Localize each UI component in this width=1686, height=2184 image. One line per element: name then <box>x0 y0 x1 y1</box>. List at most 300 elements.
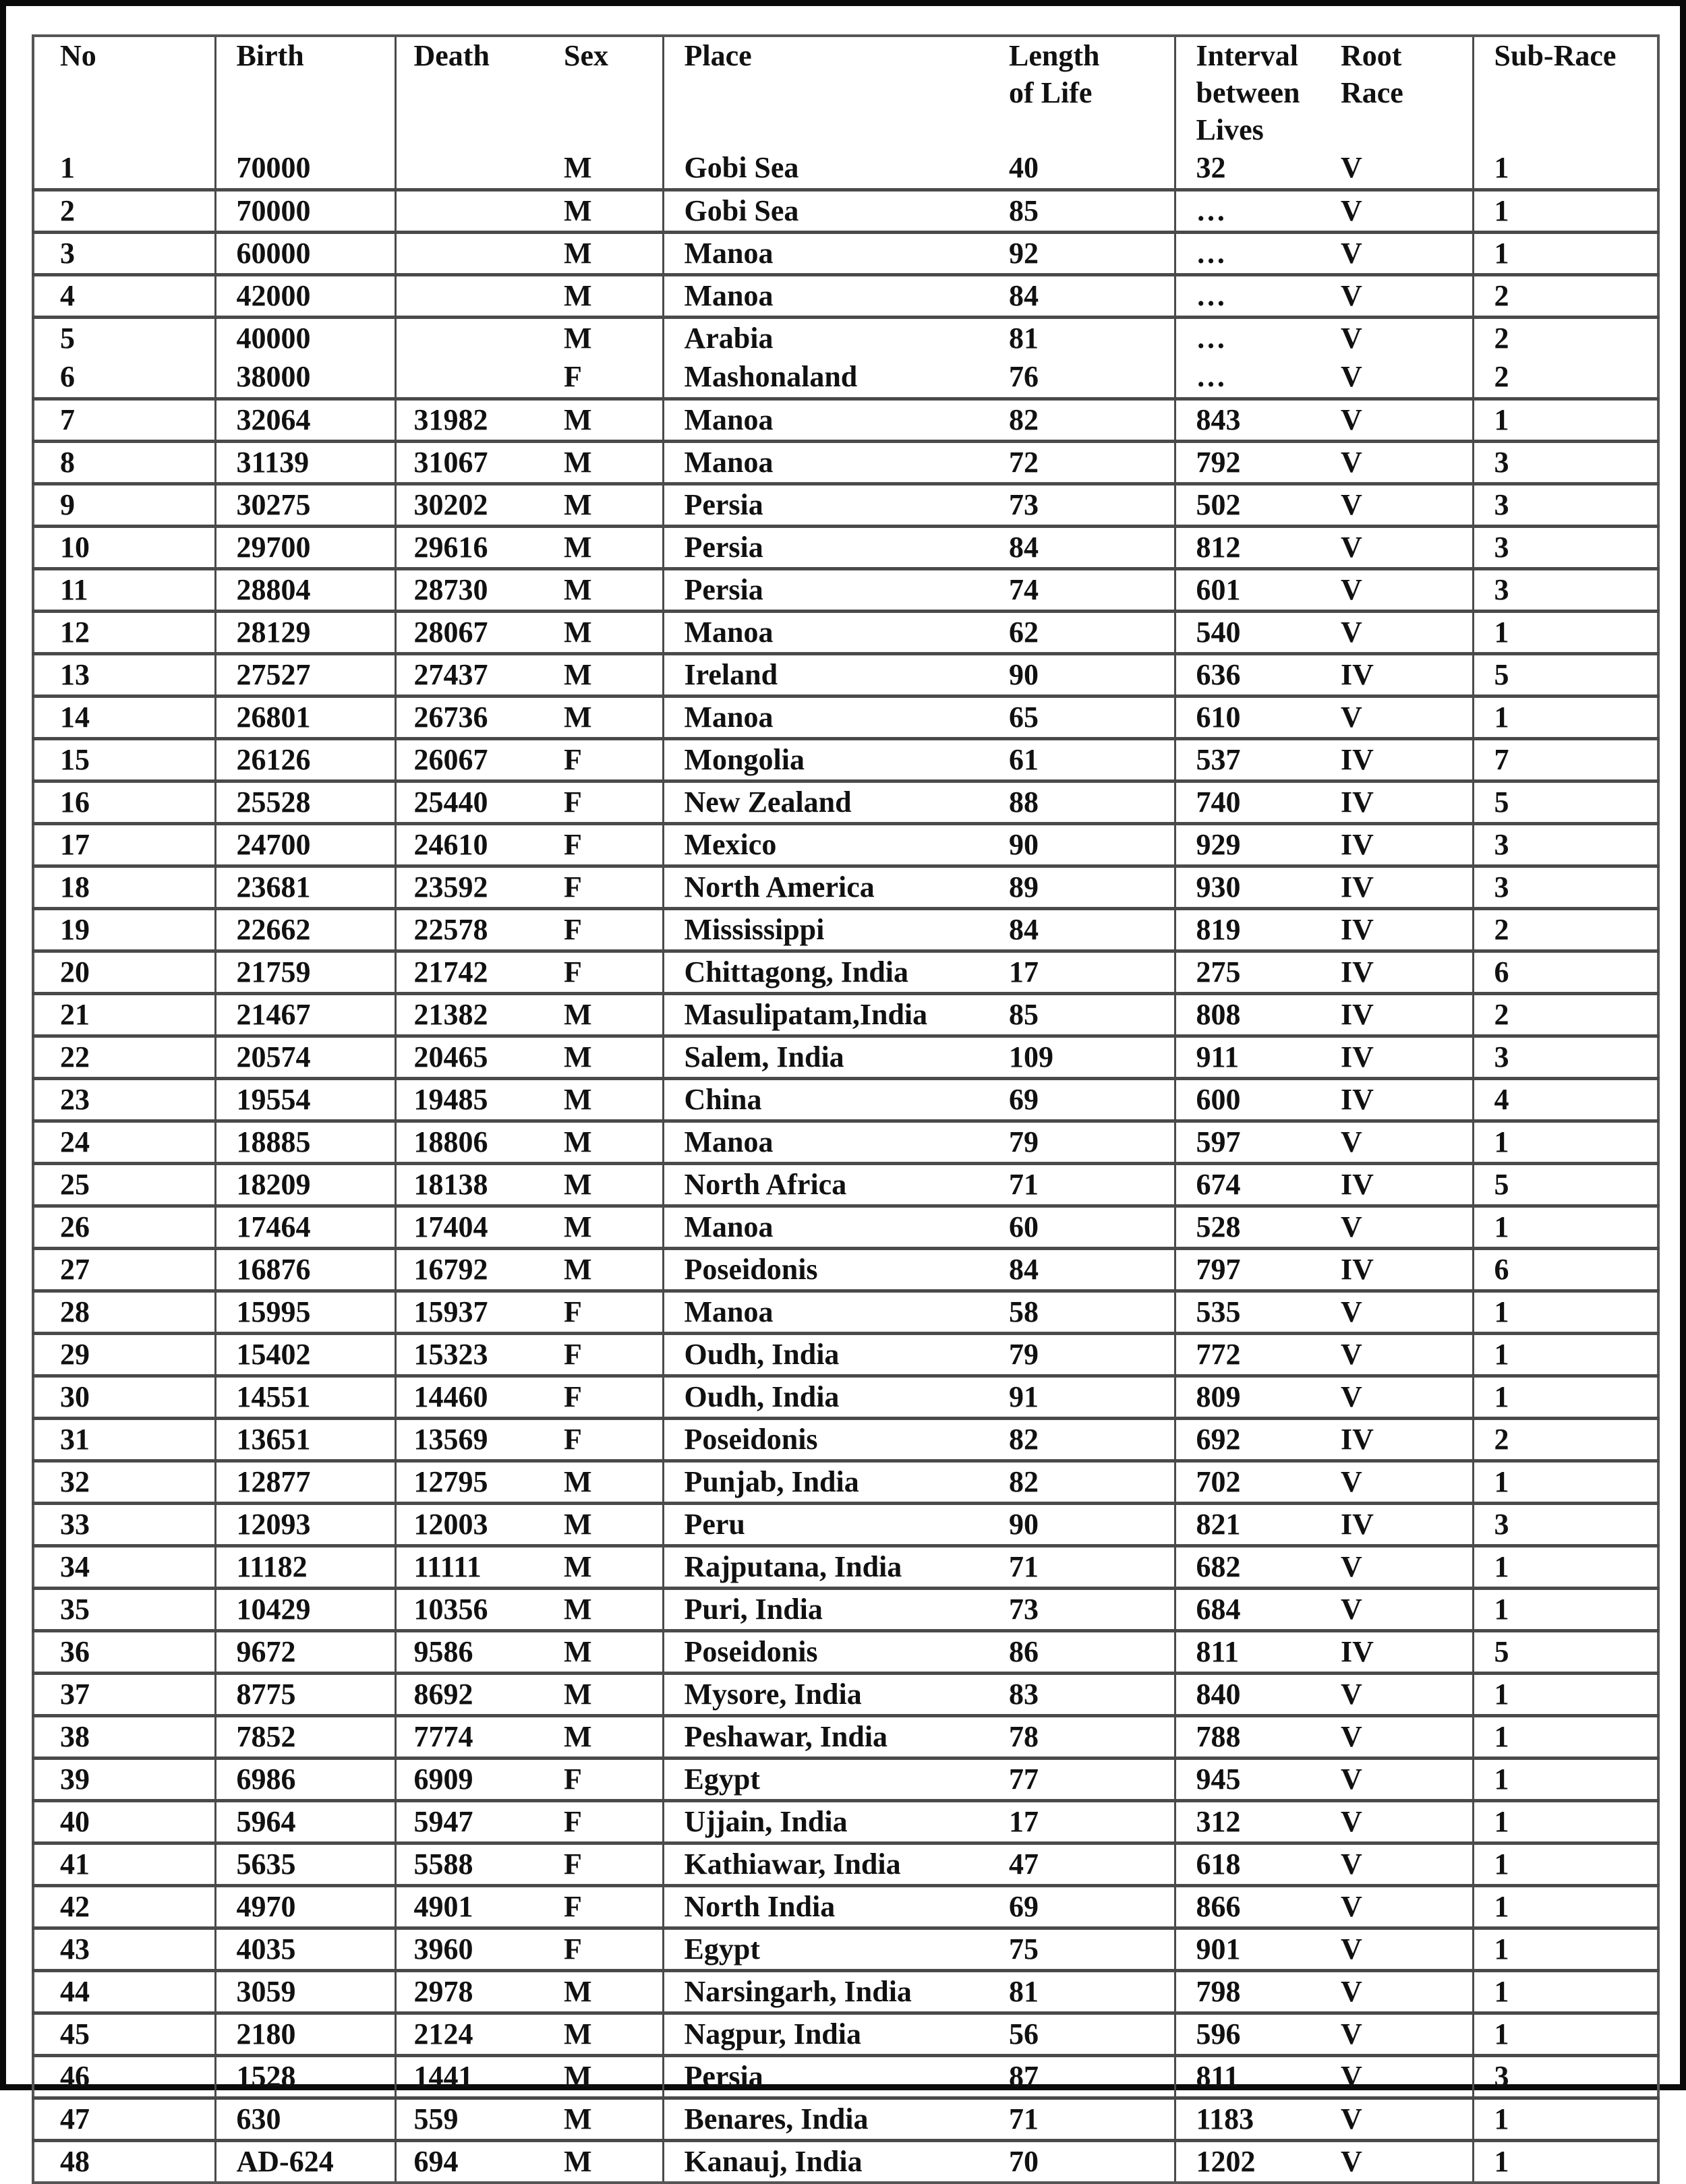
cell-value: … <box>1196 237 1226 270</box>
cell-interval <box>1175 1376 1341 1419</box>
cell-length <box>1009 1079 1175 1121</box>
cell-value: 34 <box>60 1550 90 1583</box>
cell-value: 1 <box>1494 1678 1509 1711</box>
cell-interval <box>1175 527 1341 569</box>
cell-birth <box>215 1249 395 1291</box>
cell-no <box>33 654 215 697</box>
cell-value: 5588 <box>413 1848 473 1881</box>
cell-death <box>395 1461 564 1504</box>
cell-value: M <box>564 1125 592 1158</box>
cell-value: 83 <box>1009 1678 1039 1711</box>
cell-value: M <box>564 237 592 270</box>
cell-sub <box>1473 1504 1658 1546</box>
cell-value: 8692 <box>413 1678 473 1711</box>
cell-value: 109 <box>1009 1040 1053 1073</box>
cell-interval <box>1175 1928 1341 1971</box>
cell-value: 1 <box>1494 2145 1509 2178</box>
column-header-label: Sub-Race <box>1494 39 1617 72</box>
cell-value: Mexico <box>684 828 777 861</box>
cell-value: 1 <box>1494 1720 1509 1753</box>
cell-value: 6 <box>1494 1253 1509 1286</box>
cell-interval <box>1175 612 1341 654</box>
cell-death <box>395 909 564 951</box>
cell-value: M <box>564 1550 592 1583</box>
cell-value: 41 <box>60 1848 90 1881</box>
cell-no <box>33 1631 215 1674</box>
cell-no <box>33 1079 215 1121</box>
cell-sub <box>1473 1759 1658 1801</box>
cell-root <box>1341 1759 1473 1801</box>
cell-value: 3 <box>1494 1040 1509 1073</box>
cell-value: M <box>564 573 592 606</box>
cell-place <box>663 1291 1009 1334</box>
cell-place <box>663 1164 1009 1206</box>
cell-value: 12795 <box>413 1465 488 1498</box>
cell-no <box>33 190 215 233</box>
cell-value: V <box>1341 194 1362 227</box>
cell-root <box>1341 1971 1473 2013</box>
cell-value: V <box>1341 403 1362 436</box>
cell-value: 27 <box>60 1253 90 1286</box>
cell-death <box>395 484 564 527</box>
cell-value: V <box>1341 2060 1362 2093</box>
cell-value: 1 <box>1494 1763 1509 1796</box>
cell-value: Benares, India <box>684 2102 869 2135</box>
cell-value: 75 <box>1009 1932 1039 1966</box>
table-row <box>33 1419 1658 1461</box>
table-row <box>33 1674 1658 1716</box>
cell-length <box>1009 1674 1175 1716</box>
cell-place <box>663 1206 1009 1249</box>
cell-death <box>395 1036 564 1079</box>
table-row <box>33 1801 1658 1843</box>
column-header-sub <box>1473 36 1658 190</box>
cell-value: M <box>564 1720 592 1753</box>
cell-value: 86 <box>1009 1635 1039 1668</box>
cell-death <box>395 1631 564 1674</box>
cell-death <box>395 781 564 824</box>
cell-value: 2 <box>1494 913 1509 946</box>
cell-value: V <box>1341 1295 1362 1328</box>
cell-value <box>414 191 564 230</box>
cell-value: M <box>564 446 592 479</box>
cell-place <box>663 527 1009 569</box>
cell-no <box>33 739 215 781</box>
table-row <box>33 994 1658 1036</box>
cell-value: 3059 <box>236 1975 296 2008</box>
cell-place <box>663 994 1009 1036</box>
table-row <box>33 909 1658 951</box>
cell-value: 82 <box>1009 1423 1039 1456</box>
table-row <box>33 569 1658 612</box>
cell-place <box>663 1928 1009 1971</box>
cell-value: V <box>1341 1465 1362 1498</box>
cell-value: 5964 <box>236 1805 296 1838</box>
cell-birth <box>215 1674 395 1716</box>
table-row <box>33 1249 1658 1291</box>
cell-no <box>33 1886 215 1928</box>
cell-value: Mississippi <box>684 913 825 946</box>
table-row <box>33 1079 1658 1121</box>
cell-root <box>1341 2141 1473 2183</box>
cell-value: 22 <box>60 1040 90 1073</box>
cell-sub <box>1473 1971 1658 2013</box>
cell-no <box>33 442 215 484</box>
cell-root <box>1341 909 1473 951</box>
cell-sub: 1 <box>1494 151 1509 184</box>
cell-sub <box>1473 1249 1658 1291</box>
cell-value: 69 <box>1009 1890 1039 1923</box>
cell-sub <box>1473 1164 1658 1206</box>
table-row <box>33 1971 1658 2013</box>
cell-root <box>1341 1291 1473 1334</box>
cell-value: 945 <box>1196 1763 1241 1796</box>
cell-value: 3960 <box>413 1932 473 1966</box>
cell-root <box>1341 1928 1473 1971</box>
cell-value: 28 <box>60 1295 90 1328</box>
cell-value: 29616 <box>413 531 488 564</box>
column-header-sex <box>564 36 663 190</box>
incarnations-table <box>32 34 1660 2184</box>
cell-birth <box>215 1376 395 1419</box>
cell-value: V <box>1341 1678 1362 1711</box>
cell-length <box>1009 1504 1175 1546</box>
cell-value: 22578 <box>413 913 488 946</box>
cell-value: M <box>564 998 592 1031</box>
cell-value: V <box>1341 1848 1362 1881</box>
cell-value: 2 <box>1494 360 1509 393</box>
cell-value: 30275 <box>236 488 311 521</box>
cell-sex <box>564 781 663 824</box>
cell-length <box>1009 569 1175 612</box>
cell-value: 6 <box>1494 955 1509 988</box>
cell-value: 89 <box>1009 870 1039 904</box>
cell-value: 7852 <box>236 1720 296 1753</box>
cell-value: 21467 <box>236 998 311 1031</box>
cell-length <box>1009 2098 1175 2141</box>
cell-value: V <box>1341 1338 1362 1371</box>
cell-value: 6986 <box>236 1763 296 1796</box>
cell-birth <box>215 1759 395 1801</box>
cell-value: Arabia <box>684 322 774 355</box>
cell-value: 16792 <box>413 1253 488 1286</box>
cell-no <box>33 1716 215 1759</box>
cell-sex <box>564 275 663 318</box>
cell-no <box>33 909 215 951</box>
table-row <box>33 275 1658 318</box>
cell-sex <box>564 909 663 951</box>
cell-length <box>1009 1631 1175 1674</box>
cell-value: M <box>564 701 592 734</box>
cell-value: 901 <box>1196 1932 1241 1966</box>
cell-no <box>33 697 215 739</box>
cell-length <box>1009 190 1175 233</box>
table-row <box>33 1928 1658 1971</box>
cell-value: Manoa <box>684 403 774 436</box>
cell-value: 30 <box>60 1380 90 1413</box>
cell-death <box>395 1121 564 1164</box>
cell-birth <box>215 2098 395 2141</box>
cell-sex: M <box>564 151 592 184</box>
cell-value: 43 <box>60 1932 90 1966</box>
cell-value: 84 <box>1009 531 1039 564</box>
cell-value: 60000 <box>236 237 311 270</box>
cell-place <box>663 1249 1009 1291</box>
cell-value: 929 <box>1196 828 1241 861</box>
cell-sex <box>564 1886 663 1928</box>
cell-birth <box>215 1631 395 1674</box>
cell-value: 5 <box>1494 1168 1509 1201</box>
cell-sex <box>564 1631 663 1674</box>
cell-length <box>1009 739 1175 781</box>
cell-value: 502 <box>1196 488 1241 521</box>
table-row <box>33 1036 1658 1079</box>
cell-death <box>395 1589 564 1631</box>
cell-root <box>1341 1843 1473 1886</box>
cell-no <box>33 1843 215 1886</box>
cell-value: 618 <box>1196 1848 1241 1881</box>
cell-place <box>663 484 1009 527</box>
column-header-death <box>395 36 564 190</box>
cell-sex <box>564 442 663 484</box>
cell-root <box>1341 951 1473 994</box>
cell-value: Poseidonis <box>684 1635 818 1668</box>
cell-value: 90 <box>1009 1508 1039 1541</box>
cell-sub <box>1473 654 1658 697</box>
cell-value: 812 <box>1196 531 1241 564</box>
cell-no <box>33 1504 215 1546</box>
cell-interval <box>1175 318 1341 399</box>
cell-birth <box>215 1164 395 1206</box>
cell-length <box>1009 697 1175 739</box>
cell-value: M <box>564 1593 592 1626</box>
cell-value: 2180 <box>236 2017 296 2050</box>
cell-length: 40 <box>1009 151 1039 184</box>
cell-sex <box>564 612 663 654</box>
cell-value: V <box>1341 1380 1362 1413</box>
cell-interval <box>1175 275 1341 318</box>
cell-no <box>33 1928 215 1971</box>
cell-birth <box>215 399 395 442</box>
cell-birth <box>215 190 395 233</box>
cell-value: V <box>1341 322 1362 355</box>
cell-value: 537 <box>1196 743 1241 776</box>
cell-value: 2 <box>1494 998 1509 1031</box>
cell-root <box>1341 1801 1473 1843</box>
cell-birth <box>215 1801 395 1843</box>
cell-value: 843 <box>1196 403 1241 436</box>
cell-sub <box>1473 1674 1658 1716</box>
cell-death <box>395 1249 564 1291</box>
cell-value: F <box>564 743 582 776</box>
cell-sex <box>564 399 663 442</box>
cell-value: 92 <box>1009 237 1039 270</box>
cell-sex <box>564 1036 663 1079</box>
cell-place <box>663 1589 1009 1631</box>
cell-root <box>1341 1334 1473 1376</box>
cell-value: … <box>1196 322 1226 355</box>
cell-value: Manoa <box>684 1125 774 1158</box>
cell-death <box>395 190 564 233</box>
cell-interval <box>1175 442 1341 484</box>
cell-value: 792 <box>1196 446 1241 479</box>
cell-root <box>1341 2056 1473 2098</box>
cell-sub <box>1473 909 1658 951</box>
cell-root <box>1341 275 1473 318</box>
cell-sub <box>1473 1589 1658 1631</box>
cell-value: 58 <box>1009 1295 1039 1328</box>
cell-value: 70000 <box>236 194 311 227</box>
cell-sex <box>564 994 663 1036</box>
cell-value: 47 <box>1009 1848 1039 1881</box>
column-header-birth <box>215 36 395 190</box>
cell-value: Manoa <box>684 616 774 649</box>
cell-value: 71 <box>1009 1550 1039 1583</box>
cell-sex <box>564 569 663 612</box>
cell-value: 76 <box>1009 360 1039 393</box>
cell-value: 14460 <box>413 1380 488 1413</box>
cell-place <box>663 442 1009 484</box>
cell-root <box>1341 654 1473 697</box>
cell-value: 21759 <box>236 955 311 988</box>
cell-value: 19 <box>60 913 90 946</box>
cell-length <box>1009 2056 1175 2098</box>
cell-death <box>395 1801 564 1843</box>
cell-no <box>33 233 215 275</box>
cell-value: F <box>564 870 582 904</box>
cell-no <box>33 1291 215 1334</box>
cell-value: 18 <box>60 870 90 904</box>
cell-place <box>663 1843 1009 1886</box>
cell-sex <box>564 1206 663 1249</box>
cell-value: V <box>1341 446 1362 479</box>
cell-value: Mongolia <box>684 743 805 776</box>
cell-value: 13569 <box>413 1423 488 1456</box>
cell-death <box>395 994 564 1036</box>
cell-value: F <box>564 955 582 988</box>
cell-value: 600 <box>1196 1083 1241 1116</box>
cell-death <box>395 442 564 484</box>
cell-interval <box>1175 909 1341 951</box>
cell-value: V <box>1341 616 1362 649</box>
cell-value: IV <box>1341 1635 1374 1668</box>
cell-sex <box>564 1801 663 1843</box>
table-row <box>33 1759 1658 1801</box>
cell-interval <box>1175 1971 1341 2013</box>
cell-sub <box>1473 399 1658 442</box>
cell-value: F <box>564 1890 582 1923</box>
column-header-interval <box>1175 36 1341 190</box>
cell-no <box>33 1759 215 1801</box>
cell-value: IV <box>1341 870 1374 904</box>
cell-value: 14551 <box>236 1380 311 1413</box>
cell-interval <box>1175 1589 1341 1631</box>
cell-value: 90 <box>1009 658 1039 691</box>
column-header-label: Root <box>1341 39 1402 72</box>
cell-sub <box>1473 2013 1658 2056</box>
cell-root <box>1341 233 1473 275</box>
cell-interval <box>1175 781 1341 824</box>
cell-interval <box>1175 2056 1341 2098</box>
cell-length <box>1009 1589 1175 1631</box>
cell-value: 61 <box>1009 743 1039 776</box>
cell-sex <box>564 1376 663 1419</box>
cell-sub <box>1473 1461 1658 1504</box>
cell-value: 81 <box>1009 322 1039 355</box>
cell-length <box>1009 1334 1175 1376</box>
cell-value: 21382 <box>413 998 488 1031</box>
cell-value: 674 <box>1196 1168 1241 1201</box>
cell-value: 20 <box>60 955 90 988</box>
cell-no <box>33 1164 215 1206</box>
cell-value: 29 <box>60 1338 90 1371</box>
table-row <box>33 1376 1658 1419</box>
cell-sub <box>1473 1546 1658 1589</box>
cell-no <box>33 2098 215 2141</box>
cell-length <box>1009 1928 1175 1971</box>
cell-value: M <box>564 1678 592 1711</box>
cell-place: Gobi Sea <box>684 151 799 184</box>
cell-interval <box>1175 233 1341 275</box>
cell-sub <box>1473 739 1658 781</box>
cell-value: M <box>564 1210 592 1243</box>
cell-birth <box>215 1206 395 1249</box>
cell-death <box>395 2013 564 2056</box>
cell-place <box>663 1079 1009 1121</box>
cell-birth <box>215 1334 395 1376</box>
cell-value: 23 <box>60 1083 90 1116</box>
cell-death <box>395 2098 564 2141</box>
cell-value: 610 <box>1196 701 1241 734</box>
cell-value: 8 <box>60 446 75 479</box>
cell-length <box>1009 1249 1175 1291</box>
cell-death <box>395 399 564 442</box>
cell-length <box>1009 1546 1175 1589</box>
cell-value: Punjab, India <box>684 1465 859 1498</box>
table-row <box>33 1461 1658 1504</box>
cell-interval <box>1175 1759 1341 1801</box>
cell-length <box>1009 1759 1175 1801</box>
cell-sub <box>1473 1928 1658 1971</box>
cell-value: 18885 <box>236 1125 311 1158</box>
cell-length <box>1009 1291 1175 1334</box>
cell-place <box>663 612 1009 654</box>
cell-place <box>663 1759 1009 1801</box>
cell-interval <box>1175 1504 1341 1546</box>
cell-value: Kathiawar, India <box>684 1848 901 1881</box>
cell-value: M <box>564 488 592 521</box>
cell-sub <box>1473 1419 1658 1461</box>
cell-root <box>1341 1674 1473 1716</box>
cell-value: 797 <box>1196 1253 1241 1286</box>
cell-value: 16876 <box>236 1253 311 1286</box>
cell-length <box>1009 1801 1175 1843</box>
cell-value: 5947 <box>413 1805 473 1838</box>
header-row <box>33 36 1658 190</box>
cell-value: F <box>564 786 582 819</box>
cell-interval <box>1175 1419 1341 1461</box>
cell-root <box>1341 1589 1473 1631</box>
cell-death <box>395 2141 564 2183</box>
cell-birth <box>215 2141 395 2183</box>
cell-value: 4901 <box>413 1890 473 1923</box>
cell-value: 7 <box>60 403 75 436</box>
table-row <box>33 190 1658 233</box>
cell-place <box>663 781 1009 824</box>
cell-value: 3 <box>1494 573 1509 606</box>
cell-value: Egypt <box>684 1932 760 1966</box>
cell-value: F <box>564 913 582 946</box>
